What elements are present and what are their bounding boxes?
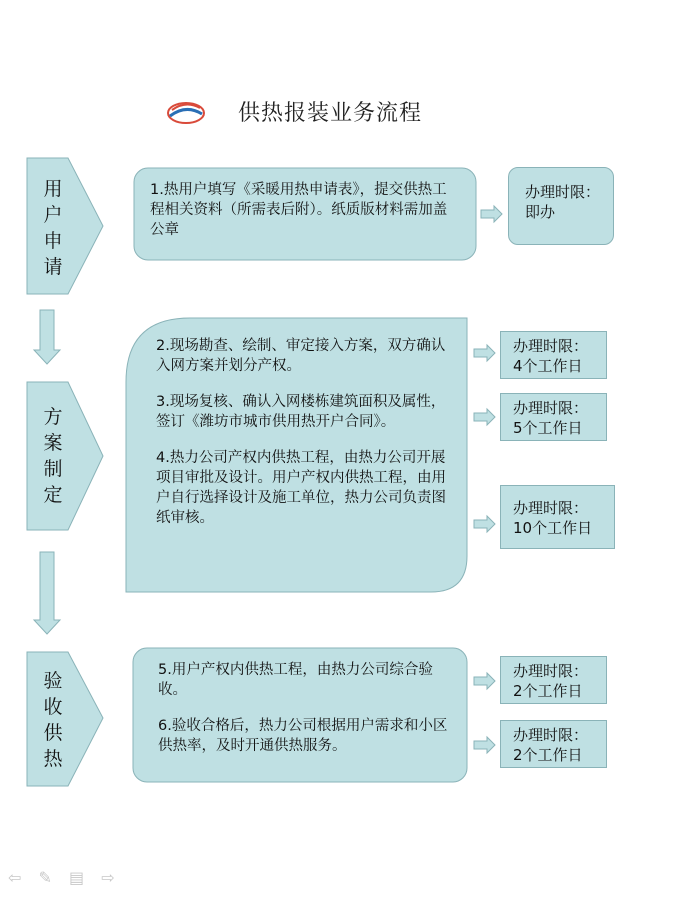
menu-icon[interactable]: ▤ (69, 868, 85, 887)
prev-arrow-icon[interactable]: ⇦ (8, 868, 22, 887)
down-arrow-icon (34, 552, 60, 634)
step-6-text: 6.验收合格后，热力公司根据用户需求和小区供热率，及时开通供热服务。 (158, 718, 448, 754)
time-limit-label: 办理时限： (513, 399, 589, 417)
time-limit-value: 5个工作日 (513, 419, 583, 437)
time-limit-value: 即办 (525, 203, 556, 221)
down-arrow-icon (34, 310, 60, 364)
slideshow-controls (8, 868, 115, 887)
stage-label-apply (40, 176, 66, 280)
right-arrow-icon (474, 673, 495, 689)
right-arrow-icon (474, 737, 495, 753)
time-limit-4 (500, 485, 615, 549)
time-limit-label: 办理时限： (513, 337, 589, 355)
time-limit-2 (500, 331, 607, 379)
step-5-text: 5.用户产权内供热工程，由热力公司综合验收。 (158, 662, 433, 698)
step-2-text: 2.现场勘查、绘制、审定接入方案，双方确认入网方案并划分产权。 (156, 338, 446, 374)
next-arrow-icon[interactable]: ⇨ (101, 868, 115, 887)
pen-icon[interactable]: ✎ (38, 868, 52, 887)
time-limit-5 (500, 656, 607, 704)
company-logo-icon (168, 103, 204, 123)
step-text-group-2 (156, 336, 448, 544)
time-limit-label: 办理时限： (525, 183, 601, 201)
time-limit-value: 2个工作日 (513, 746, 583, 764)
time-limit-label: 办理时限： (513, 662, 589, 680)
time-limit-label: 办理时限： (513, 499, 589, 517)
stage-label-text: 用户申请 (43, 178, 63, 278)
step-1-text: 1.热用户填写《采暖用热申请表》，提交供热工程相关资料（所需表后附）。纸质版材料需加盖公章 (150, 182, 448, 238)
time-limit-value: 4个工作日 (513, 357, 583, 375)
step-text-1 (150, 180, 460, 240)
step-3-text: 3.现场复核、确认入网楼栋建筑面积及属性，签订《潍坊市城市供用热开户合同》。 (156, 394, 446, 430)
step-text-group-3 (158, 660, 454, 772)
right-arrow-icon (481, 206, 502, 222)
right-arrow-icon (474, 345, 495, 361)
time-limit-value: 2个工作日 (513, 682, 583, 700)
time-limit-1 (508, 167, 614, 245)
right-arrow-icon (474, 409, 495, 425)
stage-label-text: 方案制定 (43, 406, 63, 506)
stage-label-accept (40, 668, 66, 772)
stage-label-plan (40, 404, 66, 508)
right-arrow-icon (474, 516, 495, 532)
page-title: 供热报装业务流程 (238, 101, 423, 126)
step-4-text: 4.热力公司产权内供热工程，由热力公司开展项目审批及设计。用户产权内供热工程，由用户自行选择设计及施工单位，热力公司负责图纸审核。 (156, 450, 446, 526)
time-limit-6 (500, 720, 607, 768)
time-limit-value: 10个工作日 (513, 519, 593, 537)
time-limit-label: 办理时限： (513, 726, 589, 744)
stage-label-text: 验收供热 (43, 670, 63, 770)
time-limit-3 (500, 393, 607, 441)
